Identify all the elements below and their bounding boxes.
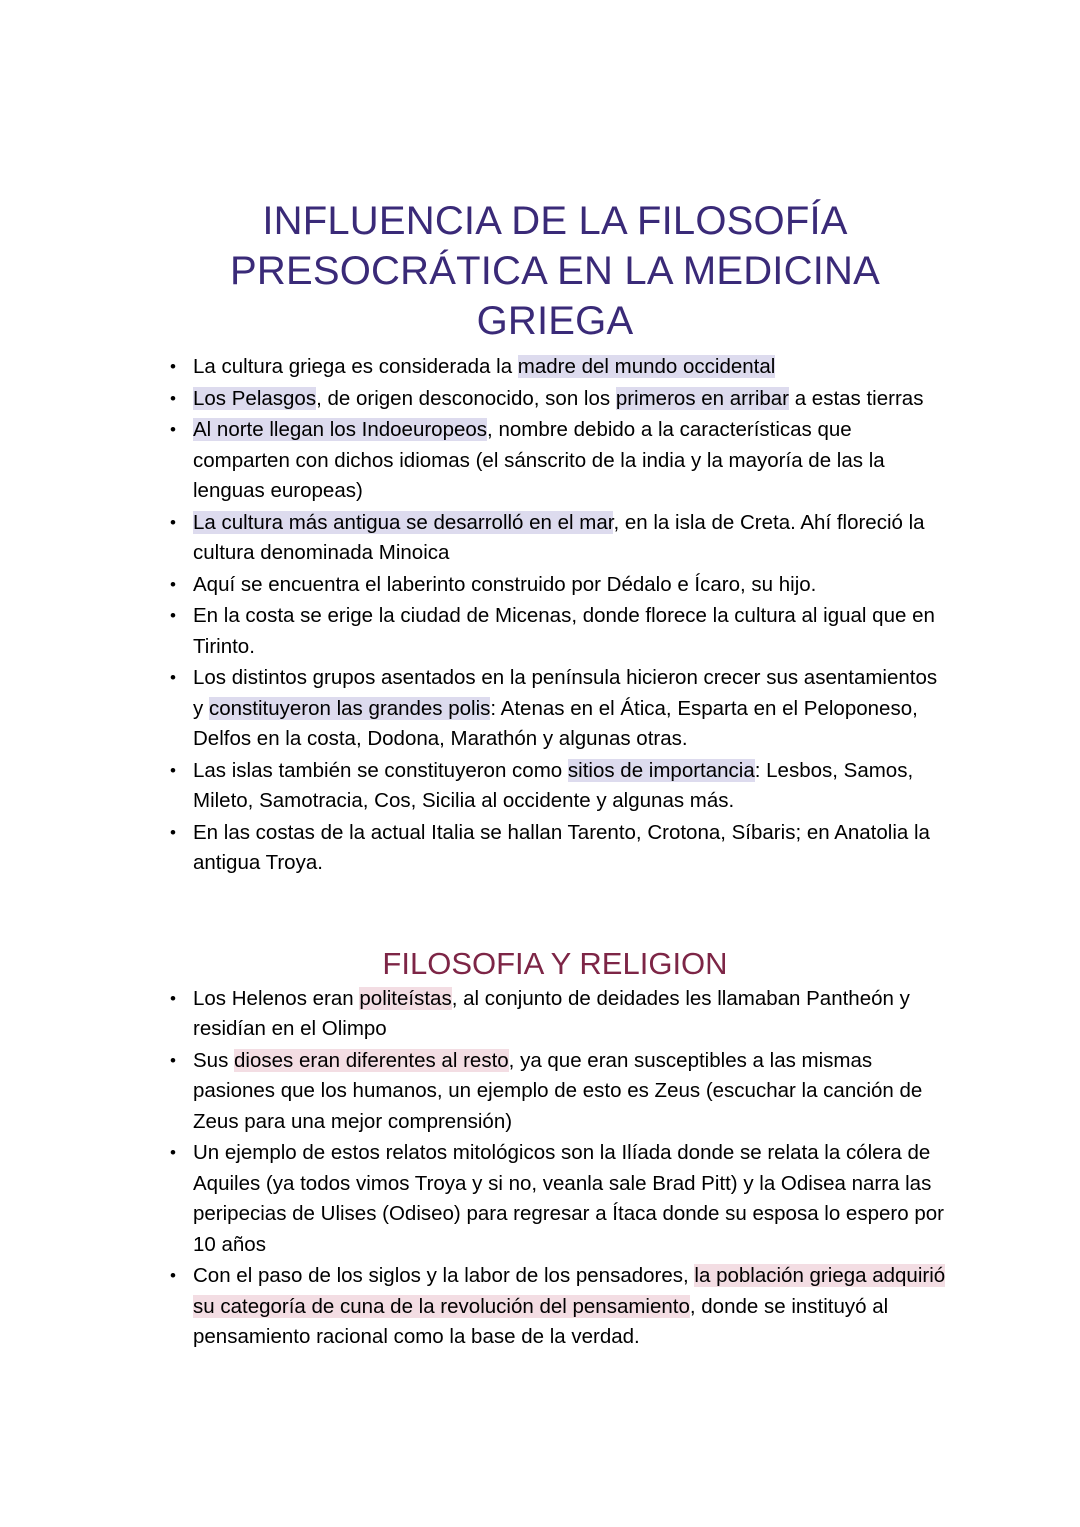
bullet-text: La cultura más antigua se desarrolló en el mar, en la isla de Creta. Ahí floreció la cultura denominada Minoica (193, 510, 925, 564)
bullet-text: Los Helenos eran politeístas, al conjunto de deidades les llamaban Pantheón y residían en el Olimpo (193, 986, 910, 1040)
section-1-bullet-list (160, 352, 950, 879)
bullet-marker-icon: • (170, 420, 176, 439)
bullet-marker-icon: • (170, 668, 176, 687)
bullet-marker-icon: • (170, 574, 176, 594)
bullet-text: Sus dioses eran diferentes al resto, ya que eran susceptibles a las mismas pasiones que los humanos, un ejemplo de esto es Zeus (escuchar la canción de Zeus para una mejor comprensión) (193, 1048, 923, 1133)
highlighted-text: la población griega adquirió su categoría de cuna de la revolución del pensamiento (193, 1264, 946, 1318)
bullet-text: En la costa se erige la ciudad de Micenas, donde florece la cultura al igual que en Tirinto. (193, 604, 935, 658)
bullet-marker-icon: • (170, 512, 176, 532)
bullet-text: La cultura griega es considerada la madre del mundo occidental (193, 355, 776, 378)
bullet-pelasgos (160, 384, 950, 415)
bullet-marker-icon: • (170, 822, 176, 842)
bullet-text: Al norte llegan los Indoeuropeos, nombre debido a la características que comparten con dichos idiomas (el sánscrito de la india y la mayoría de las la lenguas europeas) (193, 418, 885, 502)
bullet-creta-minoica (160, 508, 950, 569)
bullet-marker-icon: • (170, 606, 176, 625)
highlighted-text: dioses eran diferentes al resto (234, 1048, 509, 1072)
highlighted-text: La cultura más antigua se desarrolló en el mar (193, 510, 614, 534)
highlighted-text: madre del mundo occidental (517, 355, 776, 378)
highlighted-text: Al norte llegan los Indoeuropeos (193, 418, 488, 441)
bullet-marker-icon: • (170, 760, 176, 780)
bullet-marker-icon: • (170, 388, 176, 408)
highlighted-text: sitios de importancia (567, 758, 755, 782)
section-2-bullet-list (160, 984, 950, 1353)
bullet-iliada-odisea (160, 1138, 950, 1260)
bullet-dioses-diferentes (160, 1046, 950, 1138)
bullet-islas (160, 756, 950, 817)
document-content (160, 196, 950, 1354)
bullet-marker-icon: • (170, 1050, 176, 1070)
bullet-marker-icon: • (170, 1266, 176, 1285)
bullet-cultura-griega (160, 352, 950, 383)
bullet-helenos-politeistas (160, 984, 950, 1045)
section-heading-filosofia-y-religion: FILOSOFIA Y RELIGION (382, 945, 728, 981)
highlighted-text: Los Pelasgos (193, 386, 317, 410)
section-spacer (160, 880, 950, 944)
bullet-micenas (160, 601, 950, 662)
bullet-text: Los distintos grupos asentados en la península hicieron crecer sus asentamientos y constituyeron las grandes polis: Atenas en el Ática, Esparta en el Peloponeso, Delfos en la costa, Dodona, Marathón y algunas otras. (193, 666, 938, 750)
bullet-text: En las costas de la actual Italia se hallan Tarento, Crotona, Síbaris; en Anatolia la antigua Troya. (193, 820, 930, 874)
highlighted-text: politeístas (359, 986, 452, 1010)
highlighted-text: constituyeron las grandes polis (208, 696, 491, 720)
bullet-text: Con el paso de los siglos y la labor de los pensadores, la población griega adquirió su categoría de cuna de la revolución del pensamiento, donde se instituyó al pensamiento racional como la base de la verdad. (193, 1264, 946, 1348)
bullet-marker-icon: • (170, 357, 176, 376)
bullet-text: Un ejemplo de estos relatos mitológicos son la Ilíada donde se relata la cólera de Aquiles (ya todos vimos Troya y si no, veanla sale Brad Pitt) y la Odisea narra las peripecias de Ulises (Odiseo) para regresar a Ítaca donde su esposa lo espero por 10 años (193, 1141, 944, 1256)
bullet-text: Aquí se encuentra el laberinto construido por Dédalo e Ícaro, su hijo. (193, 572, 817, 596)
bullet-poblacion-griega (160, 1261, 950, 1353)
bullet-text: Los Pelasgos, de origen desconocido, son los primeros en arribar a estas tierras (193, 386, 924, 410)
highlighted-text: primeros en arribar (615, 386, 789, 410)
bullet-laberinto (160, 570, 950, 601)
bullet-text: Las islas también se constituyeron como sitios de importancia: Lesbos, Samos, Mileto, Samotracia, Cos, Sicilia al occidente y algunas más. (193, 758, 914, 812)
bullet-italia (160, 818, 950, 879)
bullet-marker-icon: • (170, 988, 176, 1008)
bullet-indoeuropeos (160, 415, 950, 507)
bullet-polis (160, 663, 950, 755)
page-title: INFLUENCIA DE LA FILOSOFÍA PRESOCRÁTICA EN LA MEDICINA GRIEGA (230, 199, 880, 343)
bullet-marker-icon: • (170, 1143, 176, 1162)
